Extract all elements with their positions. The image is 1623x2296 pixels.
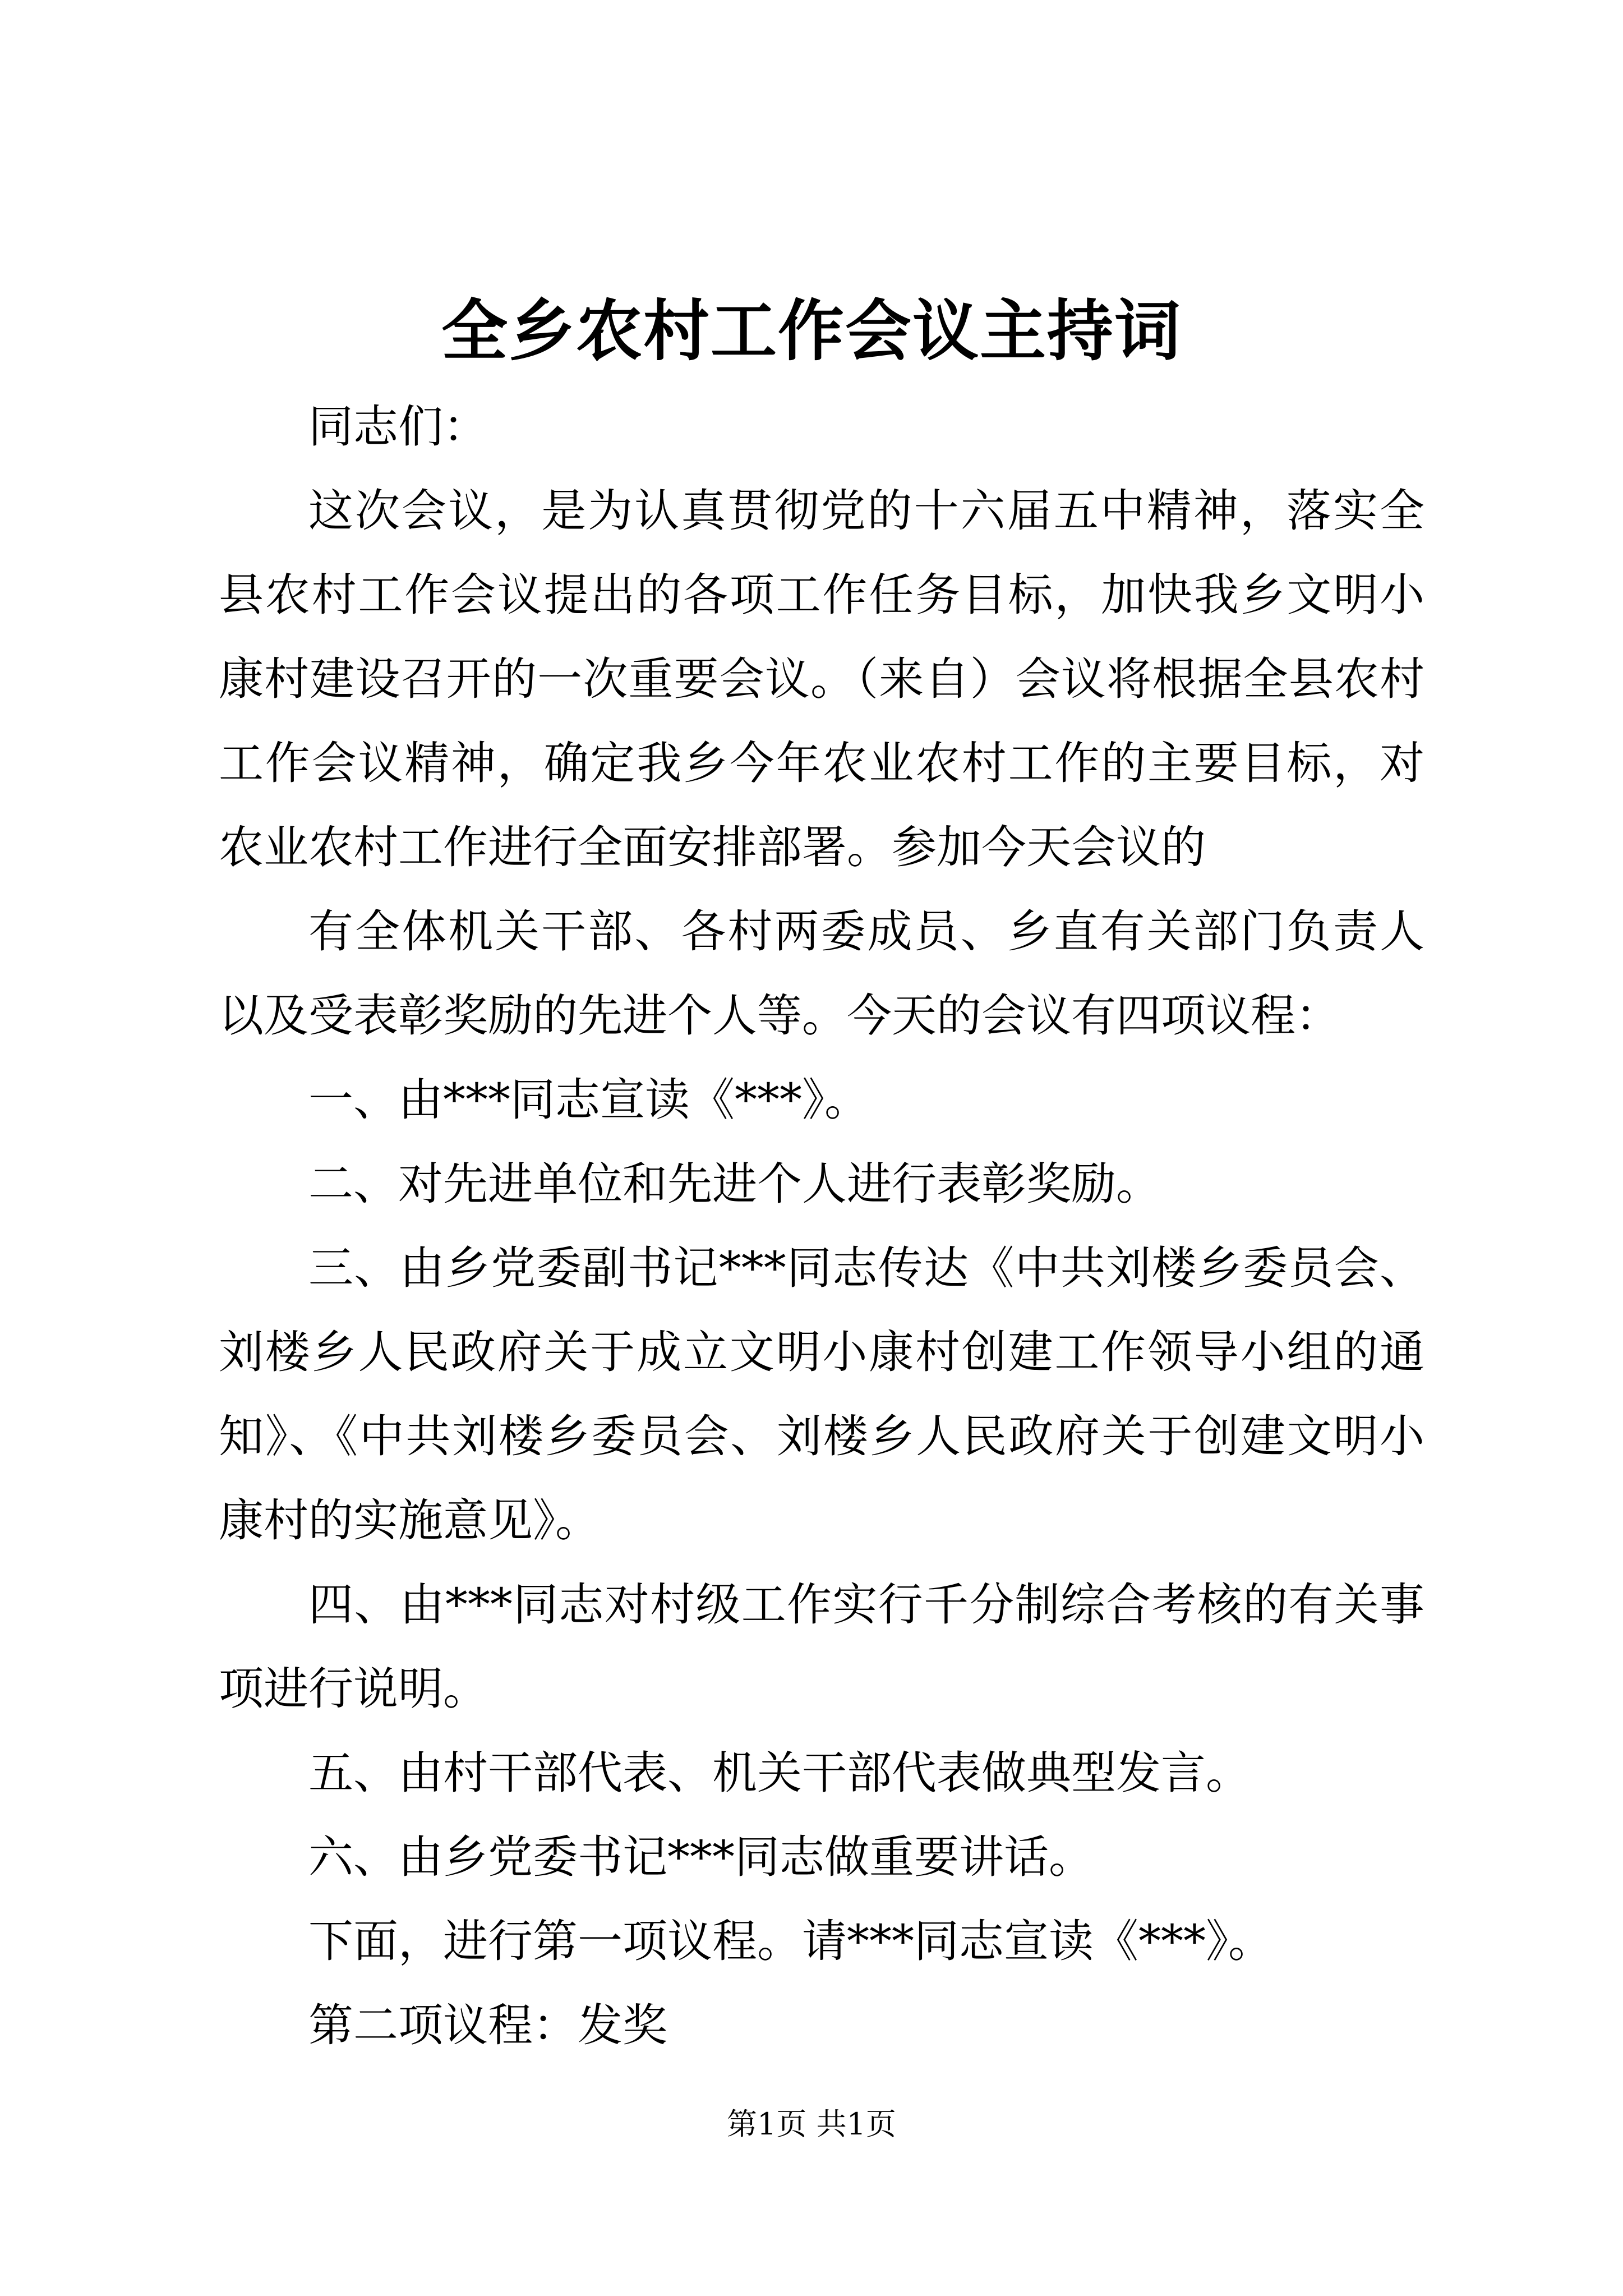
agenda-item-2: 二、对先进单位和先进个人进行表彰奖励。 xyxy=(308,1158,1161,1210)
paragraph-attendees: 有全体机关干部、各村两委成员、乡直有关部门负责人以及受表彰奖励的先进个人等。今天的会议有四项议程： xyxy=(219,905,1424,1042)
paragraph-first-agenda: 下面，进行第一项议程。请***同志宣读《***》。 xyxy=(308,1915,1273,1967)
agenda-item-4: 四、由***同志对村级工作实行千分制综合考核的有关事项进行说明。 xyxy=(219,1579,1424,1715)
paragraph-intro: 这次会议，是为认真贯彻党的十六届五中精神，落实全县农村工作会议提出的各项工作任务目标，加快我乡文明小康村建设召开的一次重要会议。（来自）会议将根据全县农村工作会议精神，确定我乡今年农业农村工作的主要目标，对农业农村工作进行全面安排部署。参加今天会议的 xyxy=(219,485,1424,873)
agenda-item-6: 六、由乡党委书记***同志做重要讲话。 xyxy=(308,1831,1094,1883)
document-body xyxy=(219,385,1424,2068)
agenda-item-3: 三、由乡党委副书记***同志传达《中共刘楼乡委员会、刘楼乡人民政府关于成立文明小康村创建工作领导小组的通知》、《中共刘楼乡委员会、刘楼乡人民政府关于创建文明小康村的实施意见》。 xyxy=(219,1242,1424,1547)
page-footer: 第1页 共1页 xyxy=(727,2106,896,2142)
agenda-item-1: 一、由***同志宣读《***》。 xyxy=(308,1074,869,1126)
paragraph-second-agenda: 第二项议程：发奖 xyxy=(308,1999,667,2051)
document-title: 全乡农村工作会议主持词 xyxy=(441,292,1182,370)
agenda-item-5: 五、由村干部代表、机关干部代表做典型发言。 xyxy=(308,1747,1251,1799)
paragraph-greeting: 同志们： xyxy=(308,401,488,453)
